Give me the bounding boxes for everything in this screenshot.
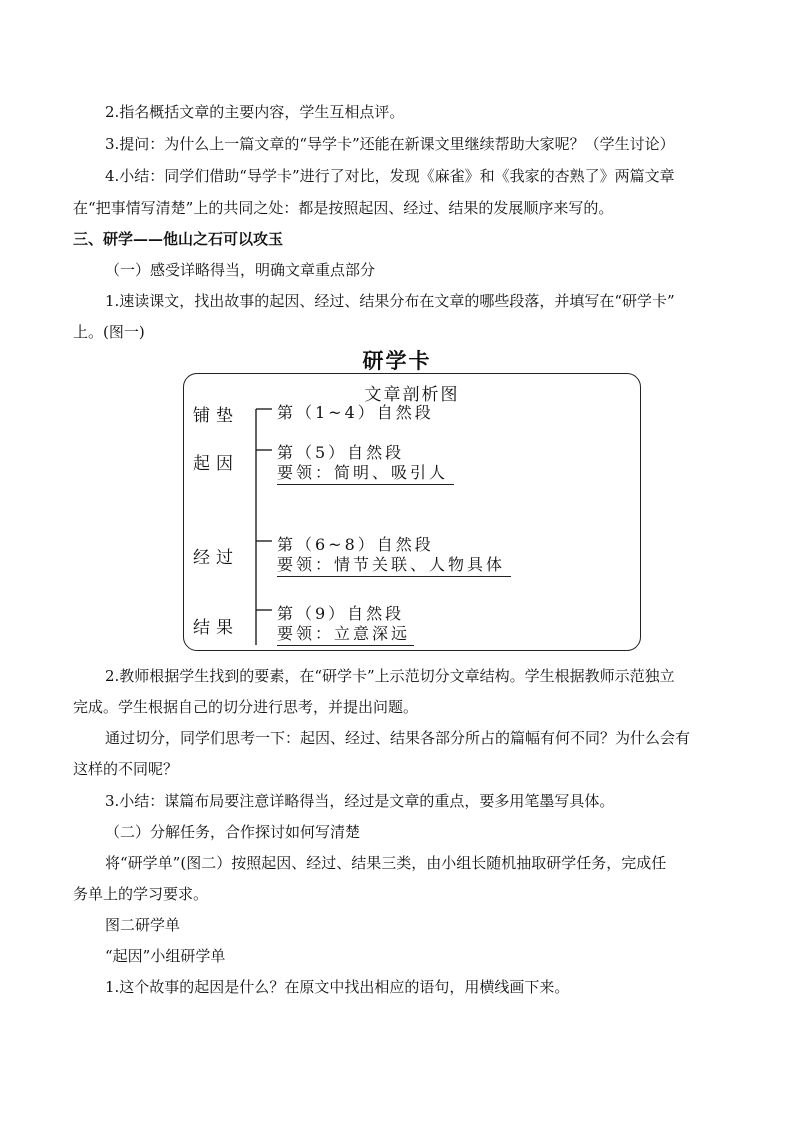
line-para1: 2.指名概括文章的主要内容，学生互相点评。 — [105, 103, 405, 121]
stage-pudian: 铺垫 — [193, 406, 239, 426]
entry-jingguo-key: 要领：情节关联、人物具体 — [277, 552, 511, 577]
line-para5b: 完成。学生根据自己的切分进行思考，并提出问题。 — [73, 698, 419, 716]
card-title: 研学卡 — [362, 349, 432, 373]
entry-jieguo-key-wrap — [277, 621, 414, 646]
entry-jingguo-key-wrap — [277, 552, 511, 577]
entry-jieguo-para: 第（9）自然段 — [277, 604, 405, 623]
entry-jieguo-key: 要领：立意深远 — [277, 621, 414, 646]
section-heading-3: 三、研学——他山之石可以攻玉 — [73, 230, 284, 248]
subheading-2: （二）分解任务，合作探讨如何写清楚 — [105, 823, 361, 841]
line-para6a: 通过切分，同学们思考一下：起因、经过、结果各部分所占的篇幅有何不同？为什么会有 — [105, 729, 691, 747]
line-para8a: 将“研学单”(图二）按照起因、经过、结果三类，由小组长随机抽取研学任务，完成任 — [105, 854, 667, 872]
stage-qiyin: 起因 — [193, 454, 239, 474]
line-para6b: 这样的不同呢？ — [73, 760, 179, 778]
entry-jingguo-para: 第（6~8）自然段 — [277, 535, 434, 554]
line-para5a: 2.教师根据学生找到的要素，在“研学卡”上示范切分文章结构。学生根据教师示范独立 — [105, 667, 675, 685]
figure2-label: 图二研学单 — [105, 916, 181, 934]
line-para3a: 4.小结：同学们借助“导学卡”进行了对比，发现《麻雀》和《我家的杏熟了》两篇文章 — [105, 167, 675, 185]
line-para8b: 务单上的学习要求。 — [73, 885, 209, 903]
entry-qiyin-key-wrap — [277, 460, 454, 485]
line-para4a: 1.速读课文，找出故事的起因、经过、结果分布在文章的哪些段落，并填写在“研学卡” — [105, 292, 675, 310]
subheading-1: （一）感受详略得当，明确文章重点部分 — [105, 261, 376, 279]
group-worksheet-title: “起因”小组研学单 — [105, 947, 226, 965]
line-para3b: 在“把事情写清楚”上的共同之处：都是按照起因、经过、结果的发展顺序来写的。 — [73, 199, 614, 217]
stage-jieguo: 结果 — [193, 618, 239, 638]
line-para7: 3.小结：谋篇布局要注意详略得当，经过是文章的重点，要多用笔墨写具体。 — [105, 792, 615, 810]
entry-qiyin-key: 要领：简明、吸引人 — [277, 460, 454, 485]
line-para2: 3.提问：为什么上一篇文章的“导学卡”还能在新课文里继续帮助大家呢？（学生讨论） — [105, 135, 675, 153]
card-subtitle: 文章剖析图 — [364, 385, 460, 405]
stage-jingguo: 经过 — [193, 548, 239, 568]
entry-qiyin-para: 第（5）自然段 — [277, 443, 405, 462]
line-para4b: 上。(图一) — [73, 323, 145, 341]
question-1: 1.这个故事的起因是什么？在原文中找出相应的语句，用横线画下来。 — [105, 978, 570, 996]
entry-pudian-para: 第（1~4）自然段 — [277, 403, 434, 422]
